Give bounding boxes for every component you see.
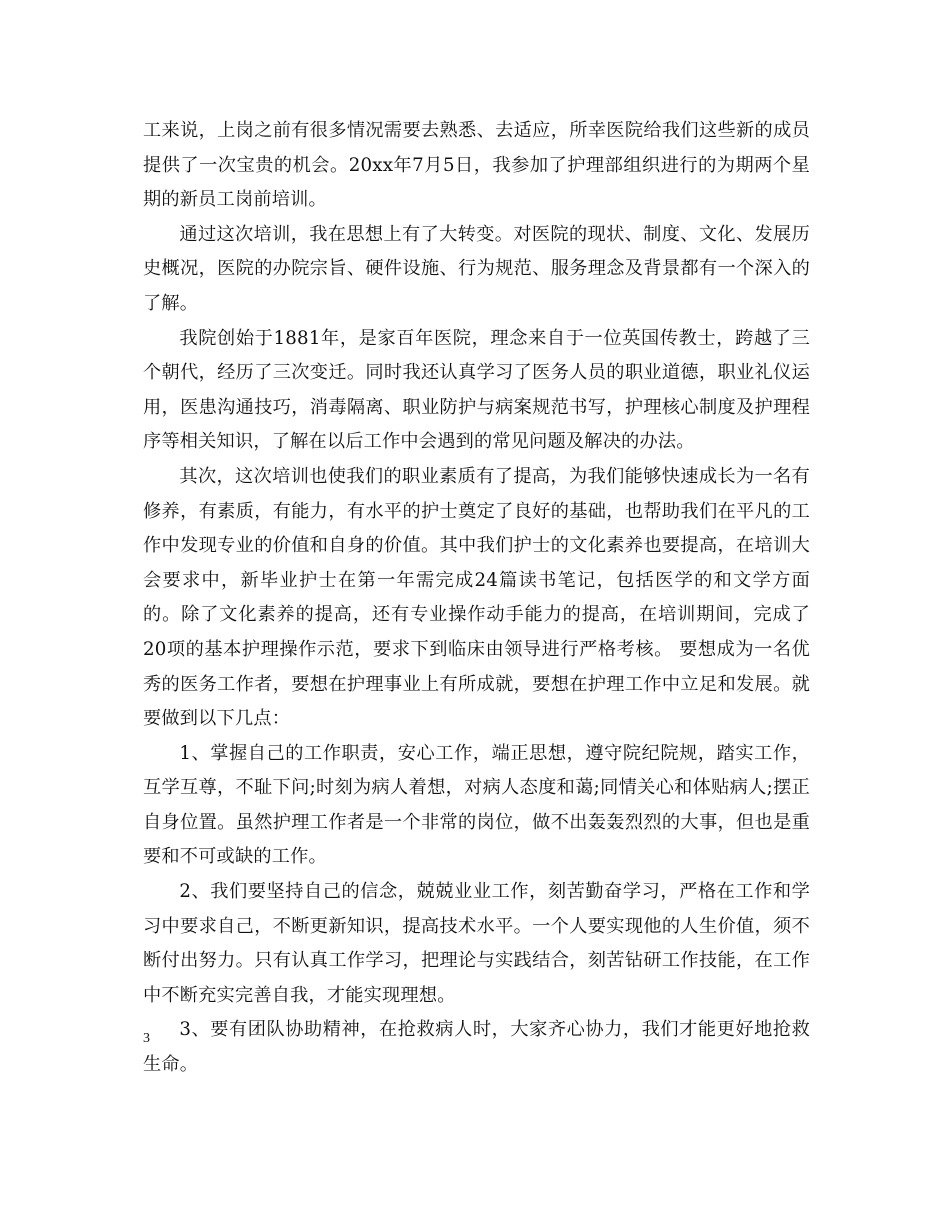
document-body [143, 114, 810, 1083]
paragraph: 工来说，上岗之前有很多情况需要去熟悉、去适应，所幸医院给我们这些新的成员提供了一次宝贵的机会。20xx年7月5日，我参加了护理部组织进行的为期两个星期的新员工岗前培训。 [143, 120, 810, 211]
paragraph: 通过这次培训，我在思想上有了大转变。对医院的现状、制度、文化、发展历史概况，医院的办院宗旨、硬件设施、行为规范、服务理念及背景都有一个深入的了解。 [143, 223, 810, 314]
paragraph: 其次，这次培训也使我们的职业素质有了提高，为我们能够快速成长为一名有修养，有素质，有能力，有水平的护士奠定了良好的基础，也帮助我们在平凡的工作中发现专业的价值和自身的价值。其中我们护士的文化素养也要提高，在培训大会要求中，新毕业护士在第一年需完成24篇读书笔记，包括医学的和文学方面的。除了文化素养的提高，还有专业操作动手能力的提高，在培训期间，完成了20项的基本护理操作示范，要求下到临床由领导进行严格考核。 要想成为一名优秀的医务工作者，要想在护理事业上有所成就，要想在护理工作中立足和发展。就要做到以下几点： [143, 465, 810, 730]
page-number: 3 [143, 1031, 150, 1046]
paragraph: 2、我们要坚持自己的信念，兢兢业业工作，刻苦勤奋学习，严格在工作和学习中要求自己，不断更新知识，提高技术水平。一个人要实现他的人生价值，须不断付出努力。只有认真工作学习，把理论与实践结合，刻苦钻研工作技能，在工作中不断充实完善自我，才能实现理想。 [143, 881, 810, 1006]
paragraph: 我院创始于1881年，是家百年医院，理念来自于一位英国传教士，跨越了三个朝代，经历了三次变迁。同时我还认真学习了医务人员的职业道德，职业礼仪运用，医患沟通技巧，消毒隔离、职业防护与病案规范书写，护理核心制度及护理程序等相关知识，了解在以后工作中会遇到的常见问题及解决的办法。 [143, 327, 810, 453]
paragraph: 3、要有团队协助精神，在抢救病人时，大家齐心协力，我们才能更好地抢救生命。 [143, 1019, 810, 1076]
paragraph: 1、掌握自己的工作职责，安心工作，端正思想，遵守院纪院规，踏实工作，互学互尊，不耻下问;时刻为病人着想，对病人态度和蔼;同情关心和体贴病人;摆正自身位置。虽然护理工作者是一个非常的岗位，做不出轰轰烈烈的大事，但也是重要和不可或缺的工作。 [143, 742, 810, 868]
